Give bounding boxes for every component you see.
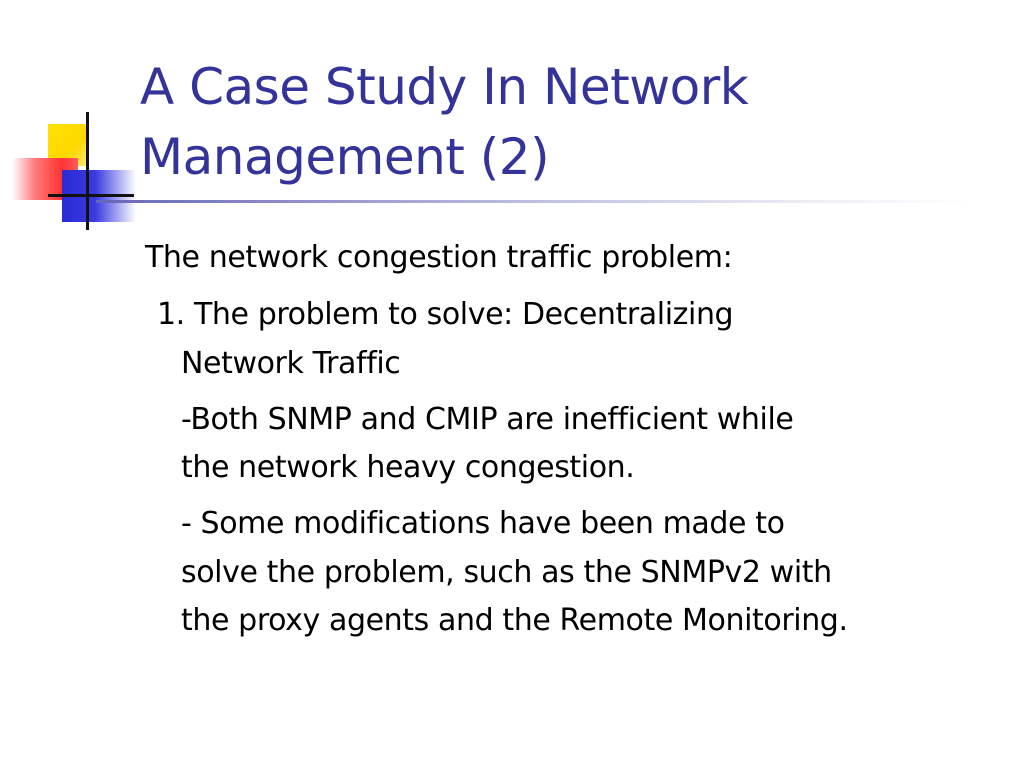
intro-text: The network congestion traffic problem:	[145, 240, 733, 275]
point-1-line-2: Network Traffic	[181, 346, 401, 381]
title-underline	[96, 200, 976, 203]
sub-point-1-line-2: the network heavy congestion.	[181, 450, 635, 485]
sub-point-2-line-1: - Some modifications have been made to	[181, 506, 785, 541]
horizontal-line	[48, 194, 134, 197]
title-line-2: Management (2)	[140, 128, 550, 186]
decorative-logo	[0, 0, 160, 240]
sub-point-1-line-1: -Both SNMP and CMIP are inefficient while	[181, 402, 794, 437]
point-1-line-1: 1. The problem to solve: Decentralizing	[157, 297, 734, 332]
title-line-1: A Case Study In Network	[140, 58, 749, 116]
vertical-line	[86, 112, 89, 230]
sub-point-2-line-2: solve the problem, such as the SNMPv2 with	[181, 555, 832, 590]
slide-title	[140, 52, 1000, 192]
sub-point-2-line-3: the proxy agents and the Remote Monitoring.	[181, 603, 848, 638]
